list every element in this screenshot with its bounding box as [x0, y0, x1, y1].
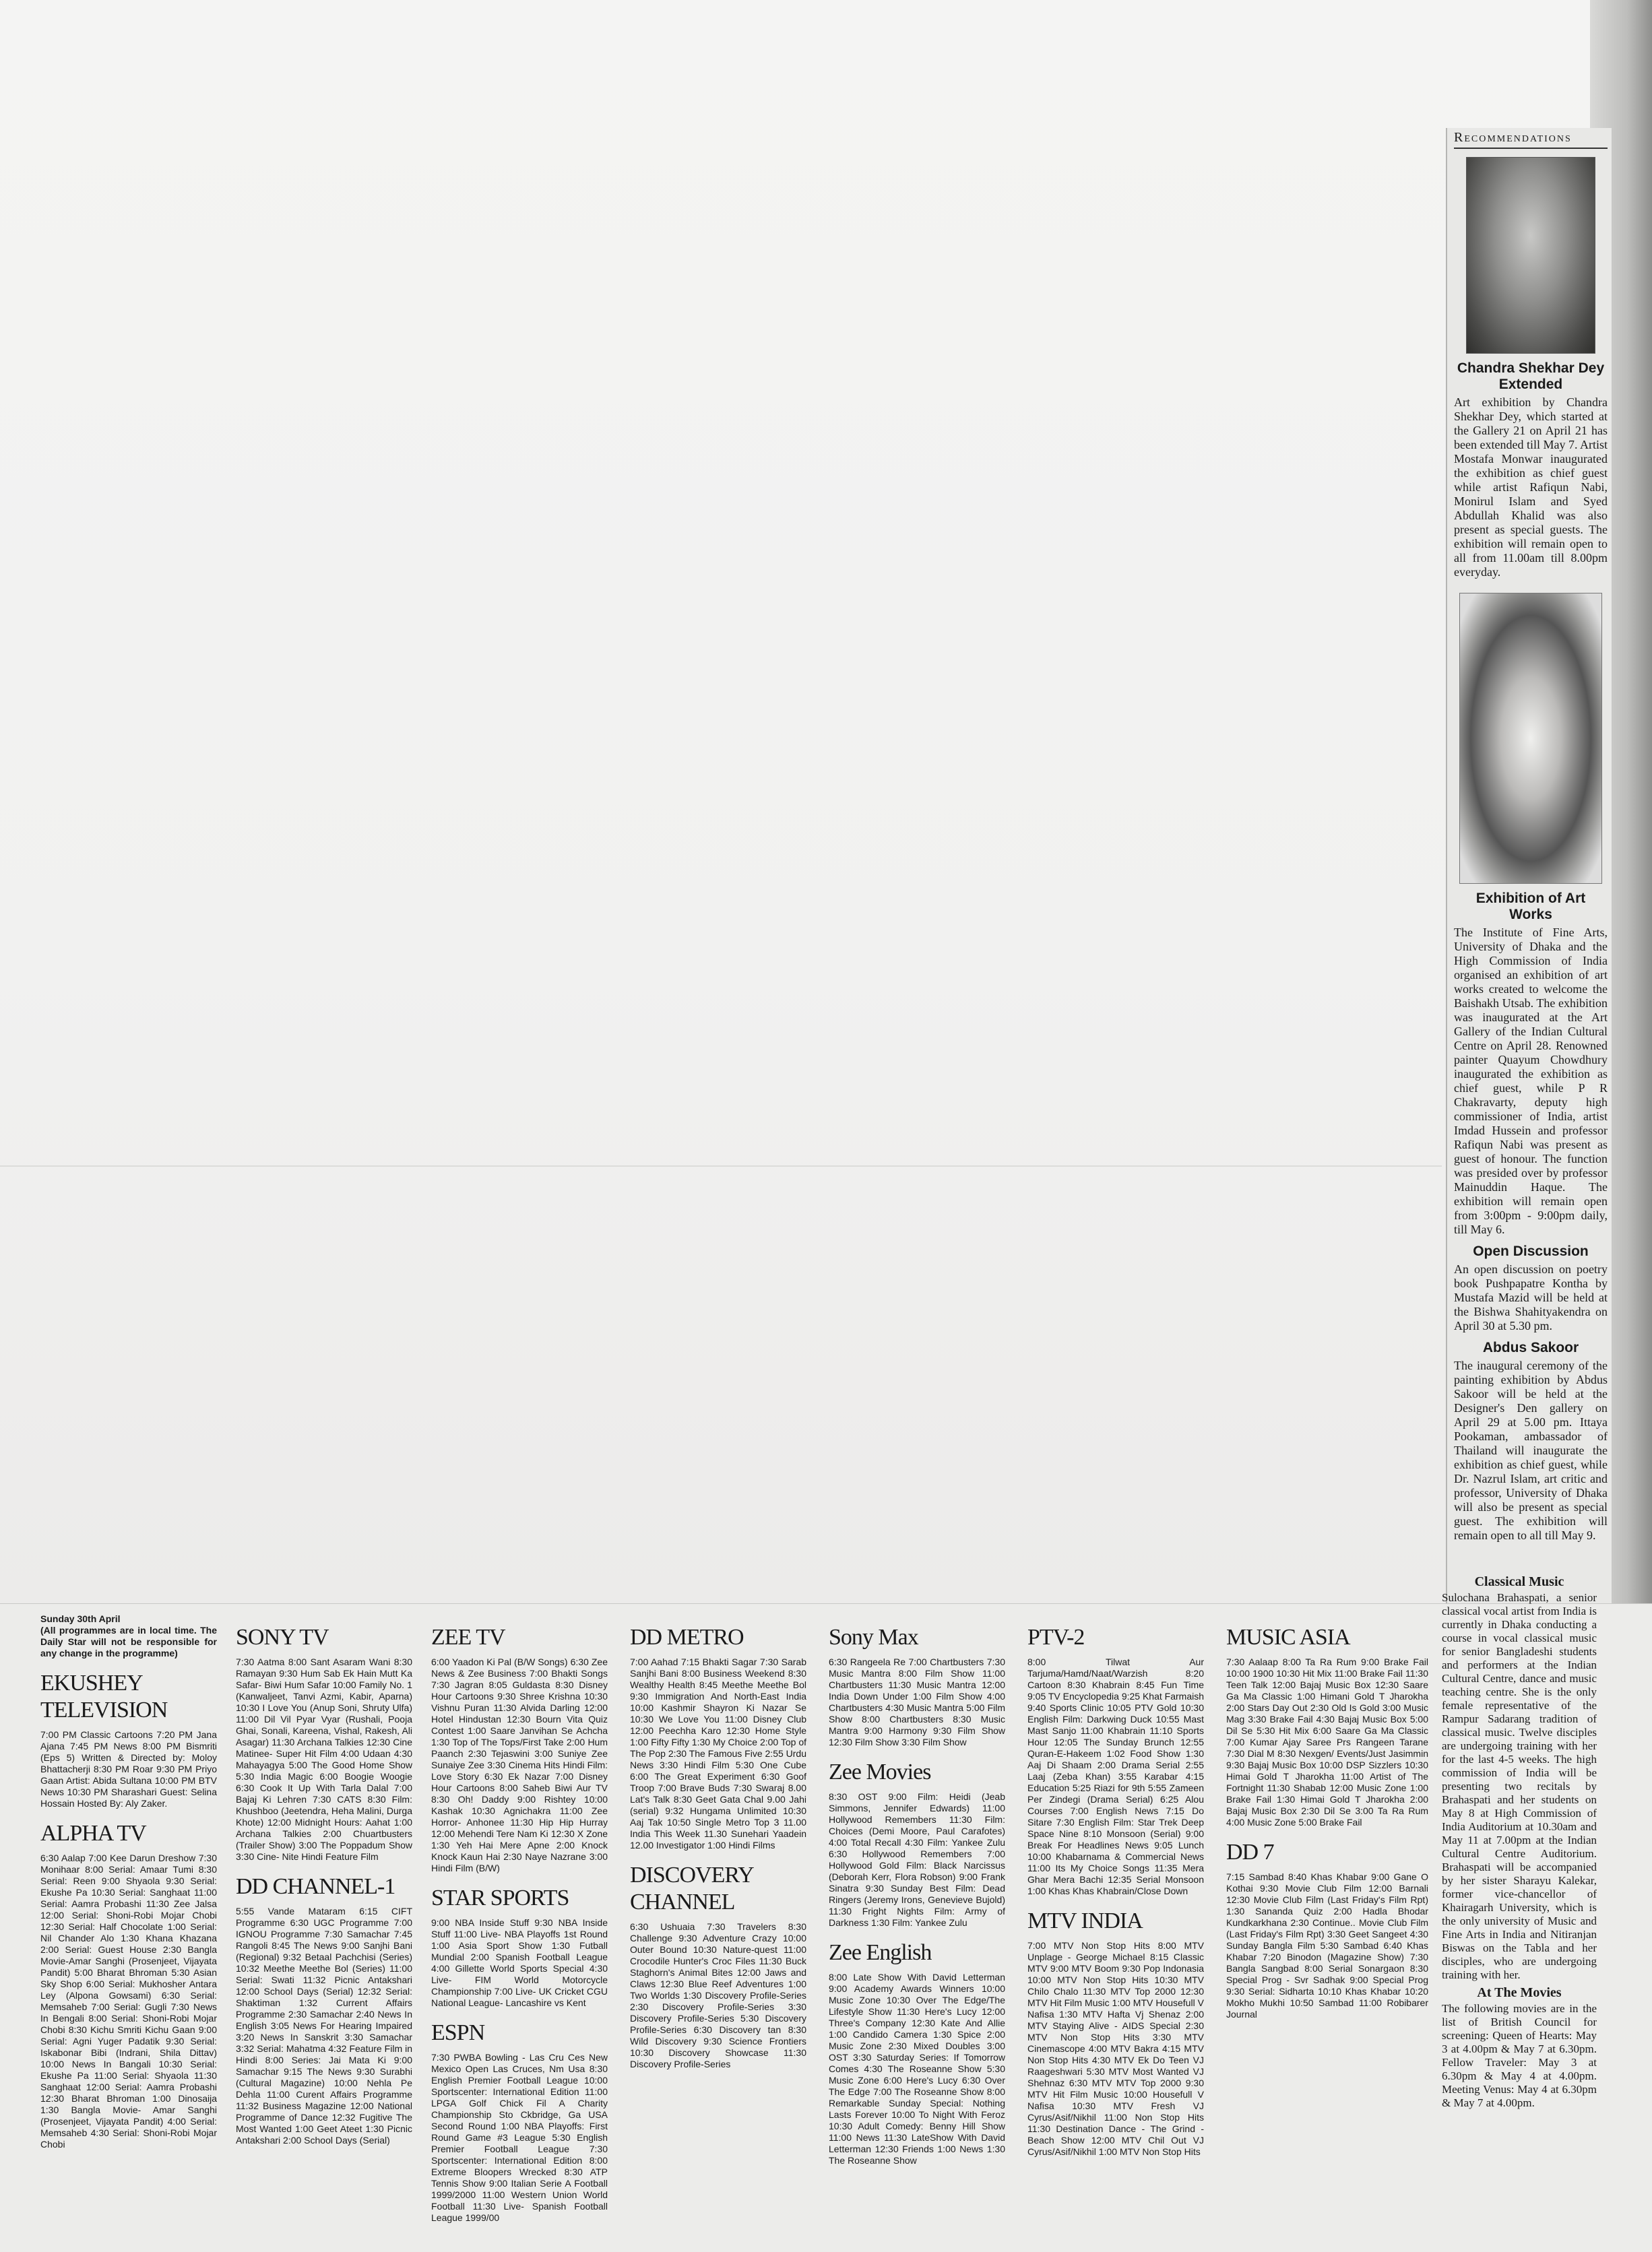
rec-title: Exhibition of Art Works [1475, 891, 1586, 922]
channel-name: DD 7 [1226, 1840, 1274, 1865]
artwork-photo [1459, 593, 1602, 884]
rec-body: Art exhibition by Chandra Shekhar Dey, which started at the Gallery 21 on April 21 has been extended till May 7. Artist Mostafa Monwar inaugurated the exhibition as chief guest while artist Rafiqun Nabi, Monirul Islam and Syed Abdullah Khalid was also present as special guests. The exhibition will remain open to all from 11.00am till 8.00pm everyday. [1454, 395, 1608, 579]
rec-title: Chandra Shekhar Dey Extended [1457, 360, 1605, 392]
channel-name: PTV-2 [1027, 1625, 1085, 1650]
rec-body: Sulochana Brahaspati, a senior classical vocal artist from India is currently in Dhaka conducting a course in vocal classical music for senior Bangladeshi students and performers at the Indian Cultural Centre, dance and music teaching centre. She is the only female representative of the Rampur Sadarang tradition of classical music. Twelve disciples are undergoing training with her for the last 4-5 weeks. The high commission of India will be presenting two recitals by Brahaspati and her students on May 8 at High Commission of India Auditorium at 10.30am and May 11 at 7.00pm at the Indian Cultural Centre Auditorium. Brahaspati will be accompanied by her sister Sharayu Kalekar, former vice-chancellor of Khairagarh University, which is the only university of Music and Fine Arts in India and Nitiranjan Biswas on the Tabla and her disciples, who are undergoing training with her. [1442, 1591, 1597, 1981]
listing-note: (All programmes are in local time. The Daily Star will not be responsible for any change in the programme) [40, 1625, 217, 1659]
rec-title: Abdus Sakoor [1482, 1340, 1579, 1355]
channel-schedule: 8:00 Late Show With David Letterman 9:00 Academy Awards Winners 10:00 Music Zone 10:30 Over The Edge/The Lifestyle Show 11:30 Here's Lucy 12:00 Three's Company 12:30 Kate And Allie 1:00 Candido Camera 1:30 Spice 2:00 Music Zone 2:30 Mixed Doubles 3:00 OST 3:30 Saturday Series: If Tomorrow Comes 4:30 The Roseanne Show 5:30 Music Zone 6:00 Here's Lucy 6:30 Over The Edge 7:00 The Roseanne Show 8:00 Remarkable Sunday Special: Nothing Lasts Forever 10:00 To Night With Feroz 10:30 Adult Comedy: Benny Hill Show 11:00 News 11:30 LateShow With David Letterman 12:30 Friends 1:00 News 1:30 The Roseanne Show [829, 1972, 1005, 2166]
channel-name: MUSIC ASIA [1226, 1625, 1350, 1650]
rec-body: The Institute of Fine Arts, University of Dhaka and the High Commission of India organised an exhibition of art works created to welcome the Baishakh Utsab. The exhibition was inaugurated at the Art Gallery of the Indian Cultural Centre on April 28. Renowned painter Quayum Chowdhury inaugurated the exhibition as chief guest, while P R Chakravarty, deputy high commissioner of India, artist Imdad Hussein and professor Rafiqun Nabi was present as guest of honour. The function was presided over by professor Mainuddin Haque. The exhibition will remain open from 3:00pm - 9:00pm daily, till May 6. [1454, 926, 1608, 1236]
channel-schedule: 7:00 Aahad 7:15 Bhakti Sagar 7:30 Sarab Sanjhi Bani 8:00 Business Weekend 8:30 Wealthy Health 8:45 Meethe Meethe Bol 9:30 Immigration And North-East India 10:00 Kashmir Shayron Ki Nazar Se 10:30 We Love You 11:00 Disney Club 12:00 Peechha Karo 12:30 Home Style 1:00 Fifty Fifty 1:30 My Choice 2:00 Top of The Pop 2:30 The Famous Five 2:55 Urdu News 3:30 Hindi Film 5:30 One Cube 6:00 The Great Experiment 6:30 Goof Troop 7:00 Brave Buds 7:30 Swaraj 8.00 Lat's Talk 8:30 Geet Gata Chal 9.00 Jahi (serial) 9:32 Hungama Unlimited 10:30 Aaj Tak 10:50 Single Metro Top 3 11.00 India This Week 11.30 Sunehari Yaadein 12.00 Investigator 1:00 Hindi Films [630, 1656, 806, 1851]
rec-body: The following movies are in the list of British Council for screening: Queen of Hearts: May 3 at 4.00pm & May 7 at 6.30pm. Fellow Traveler: May 3 at 6.30pm & May 4 at 4.00pm. Meeting Venus: May 4 at 6.30pm & May 7 at 4.00pm. [1442, 2002, 1597, 2109]
channel-schedule: 6:00 Yaadon Ki Pal (B/W Songs) 6:30 Zee News & Zee Business 7:00 Bhakti Songs 7:30 Jagran 8:05 Guldasta 8:30 Disney Hour Cartoons 9:30 Shree Krishna 10:30 Vishnu Puran 11:30 Alvida Darling 12:00 Hotel Hindustan 12:30 Bourn Vita Quiz Contest 1:00 Saare Janvihan Se Achcha 1:30 Top of The Tops/First Take 2:00 Hum Paanch 2:30 Tejaswini 3:00 Suniye Zee Sunaiye Zee 3:30 Cinema Hits Hindi Film: Love Story 6:30 Ek Nazar 7:00 Disney Hour Cartoons 8:00 Saheb Biwi Aur TV 8:30 Oh! Daddy 9:00 Rishtey 10:00 Kashak 10:30 Agnichakra 11:00 Zee Horror- Anhonee 11:30 Hip Hip Hurray 12:00 Mehendi Tere Nam Ki 12:30 X Zone 1:30 Yeh Hai Mere Apne 2:00 Knock Knock Kaun Hai 2:30 Naye Nazrane 3:00 Hindi Film (B/W) [431, 1656, 608, 1873]
listing-date: Sunday 30th April [40, 1613, 121, 1624]
rec-body: The inaugural ceremony of the painting exhibition by Abdus Sakoor will be held at the Designer's Den gallery on April 29 at 5.00 pm. Ittaya Pookaman, ambassador of Thailand will inaugurate the exhibition as chief guest, while Dr. Nazrul Islam, art critic and professor, University of Dhaka will also be present as special guest. The exhibition will remain open to all till May 9. [1454, 1359, 1608, 1542]
channel-schedule: 7:30 Aatma 8:00 Sant Asaram Wani 8:30 Ramayan 9:30 Hum Sab Ek Hain Mutt Ka Safar- Biwi Hum Safar 10:00 Family No. 1 (Kanwaljeet, Tanvi Azmi, Kabir, Aparna) 10:30 I Love You (Anup Soni, Shruty Ulfa) 11:00 Dil Vil Pyar Vyar (Rushali, Pooja Ghai, Sonali, Kareena, Vishal, Rakesh, Ali Asagar) 11:30 Archana Talkies 12:30 Cine Matinee- Super Hit Film 4:00 Udaan 4:30 Mahayagya 5:00 The Good Home Show 5:30 India Magic 6:00 Boogie Woogie 6:30 Cook It Up With Tarla Dalal 7:00 Bajaj Ki Lehren 7:30 CATS 8:30 Film: Khushboo (Jeetendra, Heha Malini, Durga Khote) 12:00 Midnight Hours: Aahat 1:00 Archana Talkies 2:00 Chuartbusters (Trailer Show) 3:00 The Poppadum Show 3:30 Cine- Nite Hindi Feature Film [236, 1656, 412, 1862]
rec-title: Open Discussion [1473, 1244, 1589, 1259]
channel-name: DISCOVERY CHANNEL [630, 1863, 754, 1915]
rec-title: At The Movies [1477, 1985, 1562, 2000]
channel-name: DD METRO [630, 1625, 744, 1650]
listing-column-7 [1226, 1613, 1428, 2020]
channel-schedule: 9:00 NBA Inside Stuff 9:30 NBA Inside Stuff 11:00 Live- NBA Playoffs 1st Round 1:00 Asia Sport Show 1:30 Futball Mundial 2:00 Spanish Football League 4:00 Gillette World Sports Special 4:30 Live- FIM World Motorcycle Championship 7:00 Live- UK Cricket CGU National League- Lancashire vs Kent [431, 1917, 608, 2008]
channel-schedule: 7:30 PWBA Bowling - Las Cru Ces New Mexico Open Las Cruces, Nm Usa 8:30 English Premier Football League 10:00 Sportscenter: International Edition 11:00 LPGA Golf Chick Fil A Charity Championship Sto Ckbridge, Ga USA Second Round 1:00 NBA Playoffs: First Round Game #3 League 5:30 English Premier Football League 7:30 Sportscenter: International Edition 8:00 Extreme Bloopers Wrecked 8:30 ATP Tennis Show 9:00 Italian Serie A Football 1999/2000 11:00 Western Union World Football 11:30 Live- Spanish Football League 1999/00 [431, 2052, 608, 2223]
channel-name: EKUSHEY TELEVISION [40, 1671, 168, 1723]
channel-name: SONY TV [236, 1625, 329, 1650]
recommendations-continued [1442, 1571, 1597, 2110]
listing-column-5 [829, 1613, 1005, 2166]
channel-name: Zee Movies [829, 1760, 931, 1784]
recommendations-header: Recommendations [1454, 128, 1608, 149]
channel-schedule: 8:00 Tilwat Aur Tarjuma/Hamd/Naat/Warzish 8:20 Cartoon 8:30 Khabrain 8:45 Fun Time 9:05 TV Encyclopedia 9:25 Khat Farmaish 9:40 Sports Clinic 10:05 PTV Gold 10:30 English Film: Darkwing Duck 10:55 Mast Mast Sanjo 11:00 Khabrain 11:10 Sports Hour 12:05 The Sunday Brunch 12:55 Quran-E-Hakeem 1:02 Food Show 1:30 Aaj Di Shaam 2:00 Drama Serial 2:55 Laaj (Zeba Khan) 3:55 Karabar 4:15 Education 5:25 Riazi for 9th 5:55 Zameen Per Zindegi (Drama Serial) 6:25 Alou Courses 7:00 English News 7:15 Do Sitare 7:30 English Film: Star Trek Deep Space Nine 8:10 Monsoon (Serial) 9:00 Break For Headlines News 9:05 Lunch 10:00 Khabarnama & Commercial News 11:00 Its My Choice Songs 11:35 Mera Ghar Mera Bachi 12:35 Serial Monsoon 1:00 Khas Khas Khabrain/Close Down [1027, 1656, 1204, 1896]
channel-name: DD CHANNEL-1 [236, 1874, 395, 1899]
rec-body: An open discussion on poetry book Pushpapatre Kontha by Mustafa Mazid will be held at the Bishwa Shahityakendra on April 30 at 5.30 pm. [1454, 1262, 1608, 1332]
channel-name: MTV INDIA [1027, 1908, 1143, 1933]
listing-column-6 [1027, 1613, 1204, 2158]
channel-name: ESPN [431, 2020, 485, 2045]
channel-schedule: 7:00 MTV Non Stop Hits 8:00 MTV Unplage - George Michael 8:15 Classic MTV 9:00 MTV Boom 9:30 Pop Indonasia 10:00 MTV Non Stop Hits 10:30 MTV Chilo Chalo 11:30 MTV Top 2000 12:30 MTV Hit Film Music 1:00 MTV Housefull V Nafisa 1:30 MTV Hafta Vj Shenaz 2:00 MTV Staying Alive - AIDS Special 2:30 MTV Non Stop Hits 3:30 MTV Cinemascope 4:00 MTV Bakra 4:15 MTV Non Stop Hits 4:30 MTV Ek Do Teen VJ Raageshwari 5:30 MTV Most Wanted VJ Shehnaz 6:30 MTV MTV Top 2000 9:30 MTV Hit Film Music 10:00 Housefull V Nafisa 10:30 MTV Fresh VJ Cyrus/Asif/Nikhil 11:00 Non Stop Hits 11:30 Destination Dance - The Grind - Beach Show 12:00 MTV Chil Out VJ Cyrus/Asif/Nikhil 1:00 MTV Non Stop Hits [1027, 1940, 1204, 2157]
channel-schedule: 7:00 PM Classic Cartoons 7:20 PM Jana Ajana 7:45 PM News 8:00 PM Bismriti (Eps 5) Written & Directed by: Moloy Bhattacherji 8:30 PM Roar 9:30 PM Priyo Gaan Artist: Abida Sultana 10:00 PM BTV News 10:30 PM Sharashari Guest: Selina Hossain Hosted By: Aly Zaker. [40, 1729, 217, 1809]
listing-column-1 [40, 1613, 217, 2150]
recommendations-column [1446, 128, 1612, 1603]
channel-schedule: 6:30 Rangeela Re 7:00 Chartbusters 7:30 Music Mantra 8:00 Film Show 11:00 Chartbusters 11:30 Music Mantra 12:00 India Down Under 1:00 Film Show 4:00 Chartbusters 4:30 Music Mantra 5:00 Film Show 8:00 Chartbusters 8:30 Music Mantra 9:00 Harmony 9:30 Film Show 12:30 Film Show 3:30 Film Show [829, 1656, 1005, 1747]
channel-name: ZEE TV [431, 1625, 505, 1650]
listing-column-2 [236, 1613, 412, 2146]
listing-column-3 [431, 1613, 608, 2224]
channel-schedule: 7:15 Sambad 8:40 Khas Khabar 9:00 Gane O Kothai 9:30 Movie Club Film 12:00 Barnali 12:30 Movie Club Film (Last Friday's Film Rpt) 1:30 Sananda Quiz 2:00 Hadla Bhodar Kundkarkhana 2:30 Continue.. Movie Club Film (Last Friday's Film Rpt) 3:30 Geet Sangeet 4:30 Sunday Bangla Film 5:30 Sambad 6:40 Khas Khabar 7:20 Binodon (Magazine Show) 7:30 Bangla Sangbad 8:00 Serial Sonargaon 8:30 Special Prog - Svr Sadhak 9:00 Special Prog 9:30 Serial: Sidharta 10:10 Khas Khabar 10:20 Mokho Mukhi 10:50 Sambad 11:00 Robibarer Journal [1226, 1871, 1428, 2020]
channel-name: ALPHA TV [40, 1821, 146, 1846]
listing-column-4 [630, 1613, 806, 2070]
channel-schedule: 8:30 OST 9:00 Film: Heidi (Jeab Simmons, Jennifer Edwards) 11:00 Hollywood Remembers 11:30 Film: Choices (Demi Moore, Paul Carafotes) 4:00 Total Recall 4:30 Film: Yankee Zulu 6:30 Hollywood Remembers 7:00 Hollywood Gold Film: Black Narcissus (Deborah Kerr, Flora Robson) 9:00 Frank Sinatra 9:30 Sunday Best Film: Dead Ringers (Jeremy Irons, Genevieve Bujold) 11:30 Fright Nights Film: Army of Darkness 1:30 Film: Yankee Zulu [829, 1791, 1005, 1928]
channel-name: Sony Max [829, 1625, 918, 1650]
channel-schedule: 6:30 Ushuaia 7:30 Travelers 8:30 Challenge 9:30 Adventure Crazy 10:00 Outer Bound 10:30 Nature-quest 11:00 Crocodile Hunter's Croc Files 11:30 Buck Staghorn's Animal Bites 12:00 Jaws and Claws 12:30 Blue Reef Adventures 1:00 Two Worlds 1:30 Discovery Profile-Series 2:30 Discovery Profile-Series 3:30 Discovery Profile-Series 5:30 Discovery Profile-Series 6:30 Discovery tan 8:30 Wild Discovery 9:30 Science Frontiers 10:30 Discovery Showcase 11:30 Discovery Profile-Series [630, 1921, 806, 2069]
channel-schedule: 7:30 Aalaap 8:00 Ta Ra Rum 9:00 Brake Fail 10:00 1900 10:30 Hit Mix 11:00 Brake Fail 11:30 Teen Talk 12:00 Bajaj Music Box 12:30 Saare Ga Ma Classic 1:00 Himani Gold T Jharokha 2:00 Stars Day Out 2:30 Old Is Gold 3:00 Music Mag 3:30 Brake Fail 4:30 Bajaj Music Box 5:00 Dil Se 5:30 Hit Mix 6:00 Saare Ga Ma Classic 7:00 Kumar Ajay Saree Prs Rangeen Tarane 7:30 Dial M 8:30 Nexgen/ Events/Just Jasimmin 9:30 Bajaj Music Box 10:00 DSP Sizzlers 10:30 Himai Gold T Jharokha 11:00 Artist of The Fortnight 11:30 Shabab 12:00 Music Zone 1:00 Brake Fail 1:30 Himai Gold T Jharokha 2:00 Bajaj Music Box 2:30 Dil Se 3:00 Ta Ra Rum 4:00 Music Zone 5:00 Brake Fail [1226, 1656, 1428, 1828]
channel-name: STAR SPORTS [431, 1886, 569, 1910]
paper-fold-line [0, 1165, 1442, 1167]
rec-title: Classical Music [1474, 1574, 1564, 1589]
channel-schedule: 6:30 Aalap 7:00 Kee Darun Dreshow 7:30 Monihaar 8:00 Serial: Amaar Tumi 8:30 Serial: Reen 9:00 Shyaola 9:30 Serial: Ekushe Pa 10:30 Serial: Sanghaat 11:00 Serial: Aamra Probashi 11:30 Zee Jalsa 12:00 Serial: Shoni-Robi Mojar Chobi 12:30 Serial: Half Chocolate 1:00 Serial: Nil Chander Alo 1:30 Khana Khazana 2:00 Serial: Guest House 2:30 Bangla Movie-Amar Sanghi (Prosenjeet, Vijayata Pandit) 5:00 Bharat Bhroman 5:30 Asian Sky Shop 6:00 Serial: Mukhosher Antara Ley (Alpona Gowsami) 6:30 Serial: Memsaheb 7:00 Serial: Gugli 7:30 News In Bengali 8:00 Serial: Shoni-Robi Mojar Chobi 8:30 Kichu Smriti Kichu Gaan 9:00 Serial: Agni Yuger Padatik 9:30 Serial: Iskabonar Bibi (Indrani, Shila Dittav) 10:00 News In Bangali 10:30 Serial: Ekushe Pa 11:00 Serial: Shyaola 11:30 Sanghaat 12:00 Serial: Aamra Probashi 12:30 Bharat Bhroman 1:00 Dinosaija 1:30 Bangla Movie- Amar Sanghi (Prosenjeet, Vijayata Pandit) 4:00 Serial: Memsaheb 4:30 Serial: Shoni-Robi Mojar Chobi [40, 1853, 217, 2150]
channel-schedule: 5:55 Vande Mataram 6:15 CIFT Programme 6:30 UGC Programme 7:00 IGNOU Programme 7:30 Samachar 7:45 Rangoli 8:45 The News 9:00 Sanjhi Bani (Regional) 9:32 Betaal Pachchisi (Series) 10:32 Meethe Meethe Bol (Series) 11:00 Serial: Swati 11:32 Picnic Antakshari 12:00 School Days (Serial) 12:32 Serial: Shaktiman 1:32 Current Affairs Programme 2:30 Samachar 2:40 News In English 3:05 News For Hearing Impaired 3:20 News In Sanskrit 3:30 Samachar 3:32 Serial: Mahatma 4:32 Feature Film in Hindi 8:00 Series: Jai Mata Ki 9:00 Samachar 9:15 The News 9:30 Surabhi (Cultural Magazine) 10:00 Nehla Pe Dehla 11:00 Curent Affairs Programme 11:32 Business Magazine 12:00 National Programme of Dance 12:32 Fugitive The Most Wanted 1:00 Geet Ateet 1:30 Picnic Antakshari 2:00 School Days (Serial) [236, 1906, 412, 2146]
channel-name: Zee English [829, 1940, 932, 1965]
artist-portrait-photo [1466, 157, 1595, 354]
